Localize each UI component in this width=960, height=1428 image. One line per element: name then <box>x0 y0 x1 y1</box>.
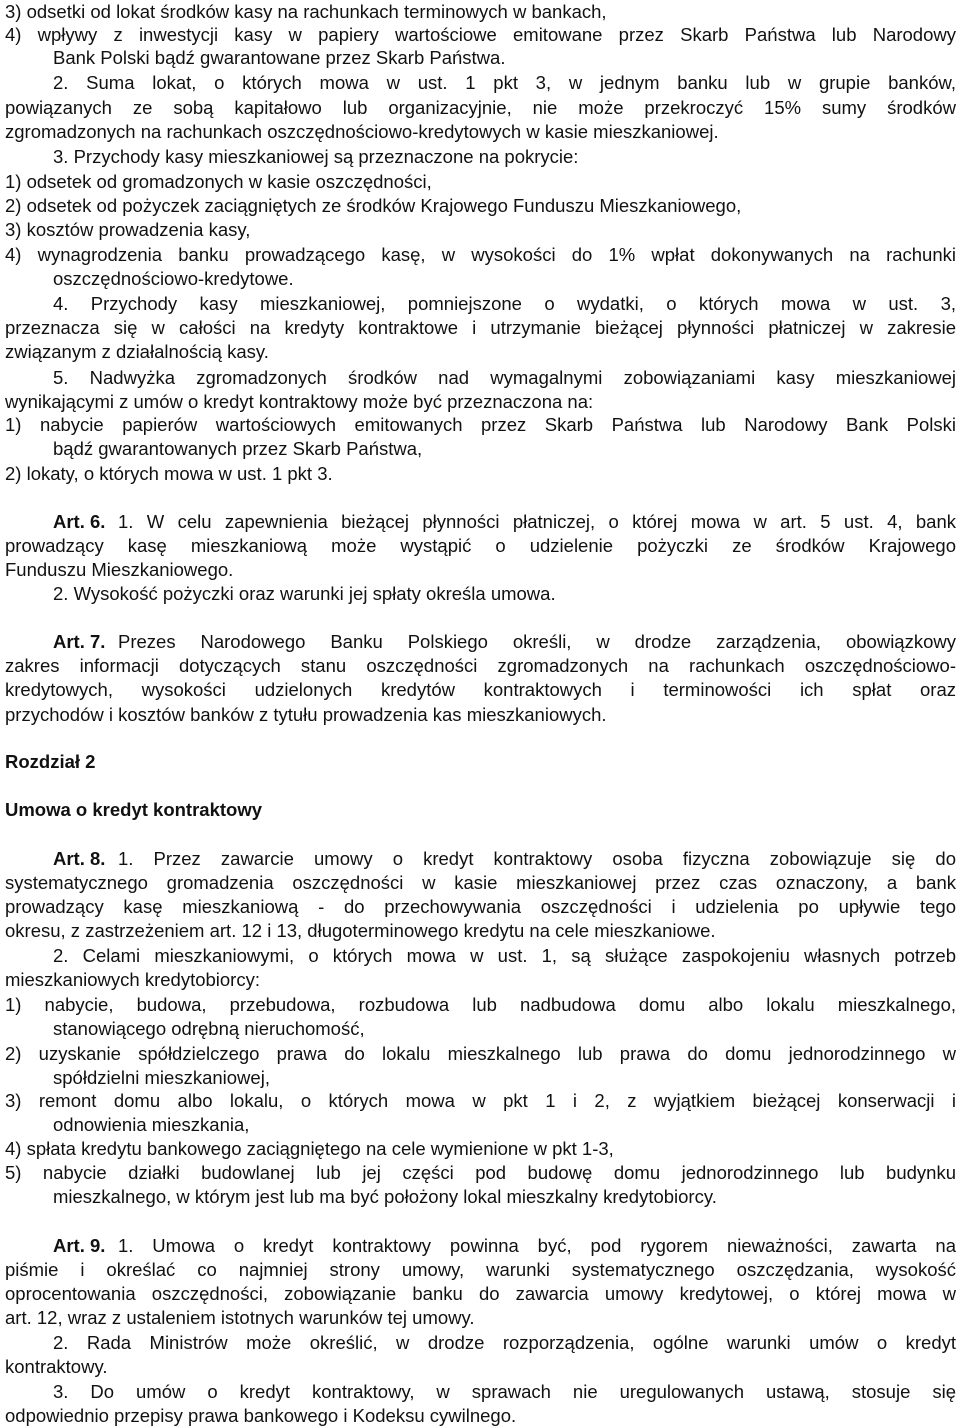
text-line: kontraktowy. <box>5 1356 108 1377</box>
text-line: 4) wynagrodzenia banku prowadzącego kasę, w wysokości do 1% wpłat dokonywanych na rachunki <box>5 244 956 265</box>
article-number: Art. 6. <box>53 511 106 532</box>
text-line: 1. Przez zawarcie umowy o kredyt kontraktowy osoba fizyczna zobowiązuje się do <box>118 848 956 869</box>
text-line: odnowienia mieszkania, <box>53 1114 250 1135</box>
text-line: oszczędnościowo-kredytowe. <box>53 268 294 289</box>
text-line: prowadzący kasę mieszkaniową może wystąpić o udzielenie pożyczki ze środków Krajowego <box>5 535 956 556</box>
text-line: 4) wpływy z inwestycji kasy w papiery wartościowe emitowane przez Skarb Państwa lub Narodowy <box>5 24 956 45</box>
text-line: oprocentowania oszczędności, zobowiązanie banku do zawarcia umowy kredytowej, o której mowa w <box>5 1283 956 1304</box>
text-line: 3) odsetki od lokat środków kasy na rachunkach terminowych w bankach, <box>5 1 607 22</box>
text-line: odpowiednio przepisy prawa bankowego i Kodeksu cywilnego. <box>5 1405 517 1426</box>
text-line: Prezes Narodowego Banku Polskiego określi, w drodze zarządzenia, obowiązkowy <box>118 631 956 652</box>
text-line: 2) odsetek od pożyczek zaciągniętych ze środków Krajowego Funduszu Mieszkaniowego, <box>5 195 742 216</box>
text-line: Bank Polski bądź gwarantowane przez Skarb Państwa. <box>53 47 506 68</box>
text-line: zgromadzonych na rachunkach oszczędnościowo-kredytowych w kasie mieszkaniowej. <box>5 121 719 142</box>
text-line: okresu, z zastrzeżeniem art. 12 i 13, długoterminowego kredytu na cele mieszkaniowe. <box>5 920 716 941</box>
text-line: 3. Przychody kasy mieszkaniowej są przeznaczone na pokrycie: <box>53 146 579 167</box>
chapter-title: Umowa o kredyt kontraktowy <box>5 799 263 820</box>
text-line: mieszkaniowych kredytobiorcy: <box>5 969 260 990</box>
text-line: stanowiącego odrębną nieruchomość, <box>53 1018 365 1039</box>
text-line: piśmie i określać co najmniej strony umowy, warunki systematycznego oszczędzania, wysokość <box>5 1259 956 1280</box>
text-line: powiązanych ze sobą kapitałowo lub organizacyjnie, nie może przekroczyć 15% sumy środków <box>5 97 956 118</box>
text-line: 1. Umowa o kredyt kontraktowy powinna być, pod rygorem nieważności, zawarta na <box>118 1235 956 1256</box>
text-line: 5. Nadwyżka zgromadzonych środków nad wymagalnymi zobowiązaniami kasy mieszkaniowej <box>53 367 956 388</box>
text-line: 2. Wysokość pożyczki oraz warunki jej spłaty określa umowa. <box>53 583 556 604</box>
text-line: mieszkalnego, w którym jest lub ma być położony lokal mieszkalny kredytobiorcy. <box>53 1186 717 1207</box>
text-line: 1. W celu zapewnienia bieżącej płynności płatniczej, o której mowa w art. 5 ust. 4, bank <box>118 511 956 532</box>
text-line: spółdzielni mieszkaniowej, <box>53 1067 270 1088</box>
text-line: 1) nabycie papierów wartościowych emitowanych przez Skarb Państwa lub Narodowy Bank Polski <box>5 414 956 435</box>
article-number: Art. 7. <box>53 631 106 652</box>
chapter-heading: Rozdział 2 <box>5 751 96 772</box>
text-line: 1) nabycie, budowa, przebudowa, rozbudowa lub nadbudowa domu albo lokalu mieszkalnego, <box>5 994 956 1015</box>
text-line: bądź gwarantowanych przez Skarb Państwa, <box>53 438 423 459</box>
text-line: 4) spłata kredytu bankowego zaciągniętego na cele wymienione w pkt 1-3, <box>5 1138 614 1159</box>
text-line: 3. Do umów o kredyt kontraktowy, w sprawach nie uregulowanych ustawą, stosuje się <box>53 1381 956 1402</box>
text-line: 4. Przychody kasy mieszkaniowej, pomniejszone o wydatki, o których mowa w ust. 3, <box>53 293 956 314</box>
text-line: art. 12, wraz z ustaleniem istotnych warunków tej umowy. <box>5 1307 475 1328</box>
text-line: systematycznego gromadzenia oszczędności w kasie mieszkaniowej przez czas oznaczony, a bank <box>5 872 956 893</box>
text-line: wynikającymi z umów o kredyt kontraktowy może być przeznaczona na: <box>5 391 594 412</box>
article-number: Art. 9. <box>53 1235 106 1256</box>
text-line: 2. Rada Ministrów może określić, w drodze rozporządzenia, ogólne warunki umów o kredyt <box>53 1332 956 1353</box>
text-line: prowadzący kasę mieszkaniową - do przechowywania oszczędności i udzielenia po upływie tego <box>5 896 956 917</box>
text-line: przeznacza się w całości na kredyty kontraktowe i utrzymanie bieżącej płynności płatniczej w zakresie <box>5 317 956 338</box>
text-line: Funduszu Mieszkaniowego. <box>5 559 234 580</box>
text-line: przychodów i kosztów banków z tytułu prowadzenia kas mieszkaniowych. <box>5 704 607 725</box>
text-line: 2. Suma lokat, o których mowa w ust. 1 pkt 3, w jednym banku lub w grupie banków, <box>53 72 956 93</box>
text-line: związanym z działalnością kasy. <box>5 341 269 362</box>
article-number: Art. 8. <box>53 848 106 869</box>
text-line: 2. Celami mieszkaniowymi, o których mowa w ust. 1, są służące zaspokojeniu własnych potrzeb <box>53 945 956 966</box>
text-line: 1) odsetek od gromadzonych w kasie oszczędności, <box>5 171 432 192</box>
text-line: 5) nabycie działki budowlanej lub jej części pod budowę domu jednorodzinnego lub budynku <box>5 1162 956 1183</box>
text-line: zakres informacji dotyczących stanu oszczędności zgromadzonych na rachunkach oszczędnościowo- <box>5 655 956 676</box>
text-line: 3) remont domu albo lokalu, o których mowa w pkt 1 i 2, z wyjątkiem bieżącej konserwacji i <box>5 1090 956 1111</box>
text-line: 3) kosztów prowadzenia kasy, <box>5 219 251 240</box>
text-line: 2) lokaty, o których mowa w ust. 1 pkt 3. <box>5 463 333 484</box>
text-line: kredytowych, wysokości udzielonych kredytów kontraktowych i terminowości ich spłat oraz <box>5 679 956 700</box>
text-line: 2) uzyskanie spółdzielczego prawa do lokalu mieszkalnego lub prawa do domu jednorodzinnego w <box>5 1043 956 1064</box>
